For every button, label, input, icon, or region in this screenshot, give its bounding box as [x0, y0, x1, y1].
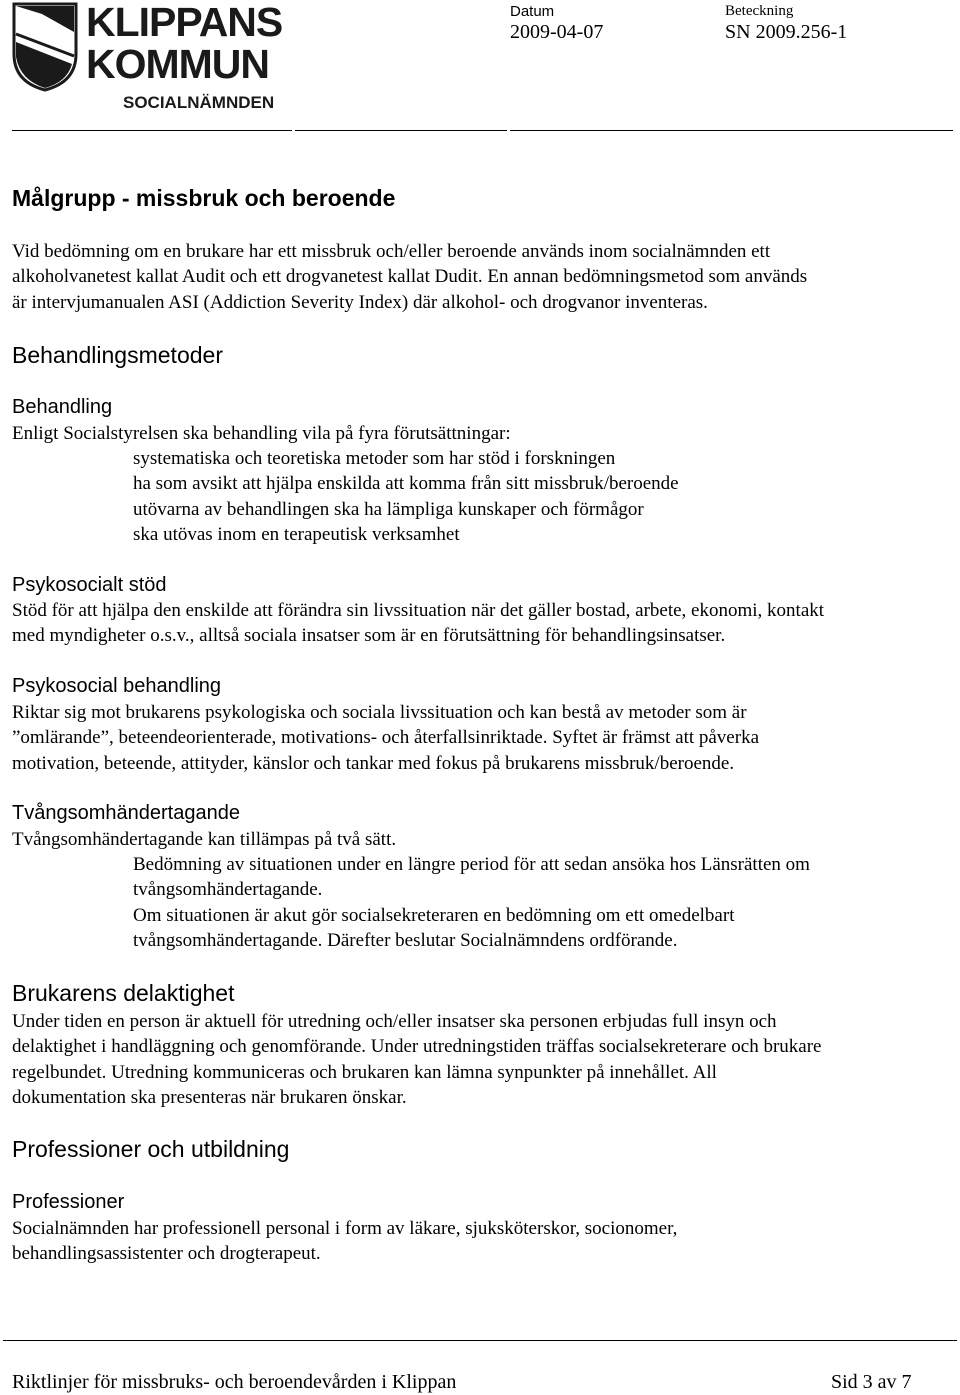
- date-value: 2009-04-07: [510, 21, 604, 43]
- text-line: Under tiden en person är aktuell för utredning och/eller insatser ska personen erbjudas full insyn och: [12, 1011, 777, 1032]
- text-line: med myndigheter o.s.v., alltså sociala insatser som är en förutsättning för behandlingsinsatser.: [12, 625, 726, 647]
- text-line: motivation, beteende, attityder, känslor och tankar med fokus på brukarens missbruk/beroende.: [12, 752, 735, 774]
- paragraph-professioner: [12, 1216, 957, 1267]
- text-line: dokumentation ska presenteras när brukaren önskar.: [12, 1086, 407, 1108]
- text-line: Socialnämnden har professionell personal i form av läkare, sjuksköterskor, socionomer,: [12, 1218, 678, 1239]
- text-line: behandlingsassistenter och drogterapeut.: [12, 1243, 321, 1265]
- list-tvangsomhandertagande: [133, 852, 953, 953]
- header-divider-right: [510, 130, 953, 131]
- logo-text-line3: SOCIALNÄMNDEN: [123, 93, 275, 112]
- text-line: Vid bedömning om en brukare har ett missbruk och/eller beroende används inom socialnämnden ett: [12, 241, 771, 262]
- heading-malgrupp: Målgrupp - missbruk och beroende: [12, 185, 396, 211]
- paragraph-psykosocialt-stod: [12, 598, 957, 649]
- header-divider-left: [12, 130, 292, 131]
- list-item: Bedömning av situationen under en längre period för att sedan ansöka hos Länsrätten om: [133, 854, 810, 875]
- paragraph-malgrupp: [12, 239, 957, 315]
- list-item: ska utövas inom en terapeutisk verksamhet: [133, 523, 460, 545]
- heading-brukarens-delaktighet: Brukarens delaktighet: [12, 980, 235, 1006]
- logo-text-line2: KOMMUN: [86, 41, 270, 87]
- reference-value: SN 2009.256-1: [725, 21, 848, 43]
- list-item: tvångsomhändertagande.: [133, 879, 323, 901]
- list-item: systematiska och teoretiska metoder som har stöd i forskningen: [133, 448, 616, 469]
- paragraph-behandling-intro: [12, 421, 957, 446]
- heading-psykosocial-behandling: Psykosocial behandling: [12, 675, 222, 697]
- heading-tvangsomhandertagande: Tvångsomhändertagande: [12, 802, 240, 824]
- logo-text-line1: KLIPPANS: [86, 0, 283, 45]
- header-divider-middle: [295, 130, 507, 131]
- footer-page-number: Sid 3 av 7: [831, 1371, 912, 1393]
- footer-divider: [3, 1340, 957, 1341]
- paragraph-brukarens-delaktighet: [12, 1009, 957, 1110]
- coat-of-arms-icon: [12, 2, 80, 92]
- list-behandling: [133, 446, 953, 547]
- list-item: tvångsomhändertagande. Därefter beslutar Socialnämndens ordförande.: [133, 929, 678, 951]
- heading-psykosocialt-stod: Psykosocialt stöd: [12, 574, 167, 596]
- text-line: regelbundet. Utredning kommuniceras och brukaren kan lämna synpunkter på innehållet. All: [12, 1061, 717, 1083]
- date-label: Datum: [510, 3, 555, 20]
- text-line: delaktighet i handläggning och genomförande. Under utredningstiden träffas socialsekreterare och brukare: [12, 1036, 822, 1058]
- logo: [12, 2, 292, 114]
- heading-behandlingsmetoder: Behandlingsmetoder: [12, 342, 223, 368]
- list-item: utövarna av behandlingen ska ha lämpliga kunskaper och förmågor: [133, 498, 644, 520]
- footer-title: Riktlinjer för missbruks- och beroendevården i Klippan: [12, 1371, 457, 1393]
- heading-behandling: Behandling: [12, 396, 113, 418]
- list-item: Om situationen är akut gör socialsekreteraren en bedömning om ett omedelbart: [133, 904, 735, 926]
- heading-professioner: Professioner: [12, 1191, 125, 1213]
- paragraph-psykosocial-behandling: [12, 700, 957, 776]
- reference-label: Beteckning: [725, 3, 794, 19]
- paragraph-tvangsomhandertagande-intro: [12, 827, 957, 852]
- text-line: Enligt Socialstyrelsen ska behandling vila på fyra förutsättningar:: [12, 423, 511, 444]
- text-line: Tvångsomhändertagande kan tillämpas på två sätt.: [12, 829, 397, 850]
- text-line: ”omlärande”, beteendeorienterade, motivations- och återfallsinriktade. Syftet är främst att påverka: [12, 727, 760, 749]
- heading-professioner-och-utbildning: Professioner och utbildning: [12, 1136, 290, 1162]
- text-line: är intervjumanualen ASI (Addiction Severity Index) där alkohol- och drogvanor inventeras.: [12, 291, 708, 313]
- text-line: Riktar sig mot brukarens psykologiska och sociala livssituation och kan bestå av metoder som är: [12, 702, 747, 723]
- list-item: ha som avsikt att hjälpa enskilda att komma från sitt missbruk/beroende: [133, 473, 679, 495]
- text-line: Stöd för att hjälpa den enskilde att förändra sin livssituation när det gäller bostad, arbete, ekonomi, kontakt: [12, 600, 825, 621]
- text-line: alkoholvanetest kallat Audit och ett drogvanetest kallat Dudit. En annan bedömningsmetod som används: [12, 266, 808, 288]
